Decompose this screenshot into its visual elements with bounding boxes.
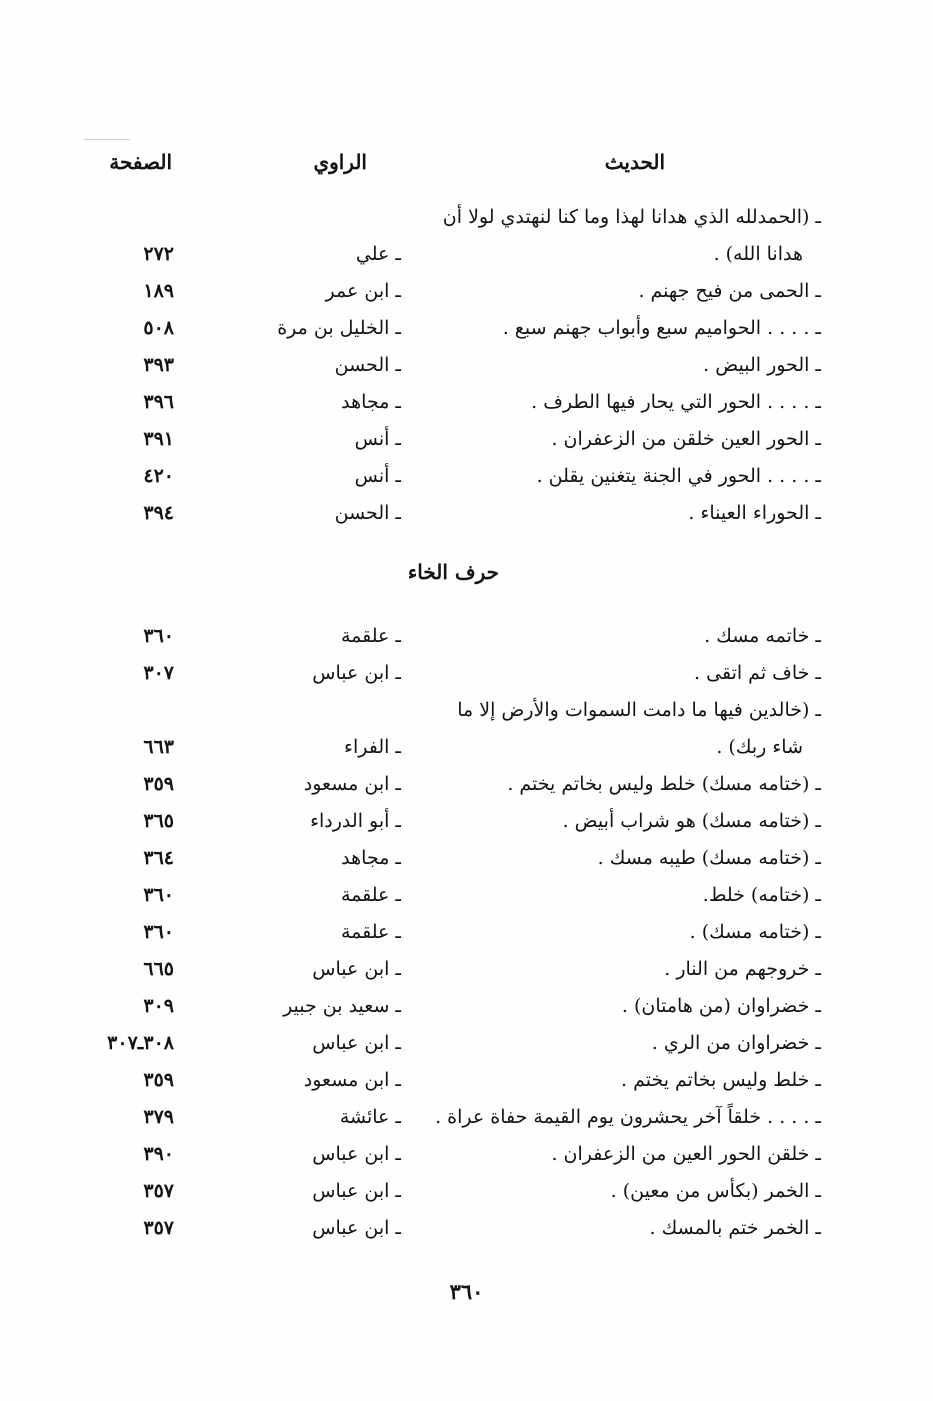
hadith-text: ـ خاتمه مسك .: [704, 625, 821, 647]
entries-kha: [0, 618, 933, 1247]
table-row: [0, 618, 933, 655]
narrator-name: ـ الفراء: [344, 736, 401, 758]
hadith-text: ـ . . . . الحور التي يحار فيها الطرف .: [531, 391, 821, 413]
table-row: [0, 988, 933, 1025]
hadith-text: ـ . . . . الحور في الجنة يتغنين يقلن .: [536, 465, 821, 487]
narrator-name: ـ مجاهد: [341, 391, 401, 413]
page-ref: ٤٢٠: [143, 465, 174, 487]
hadith-text: ـ (ختامه مسك) خلط وليس بخاتم يختم .: [507, 773, 821, 795]
narrator-name: ـ ابن عمر: [325, 280, 401, 302]
narrator-name: ـ الخليل بن مرة: [277, 317, 401, 339]
hadith-text: ـ (ختامه) خلط.: [702, 884, 821, 906]
page-ref: ٢٧٢: [143, 243, 174, 265]
column-header-narrator: الراوي: [313, 150, 367, 174]
page-ref: ٣٠٩: [143, 995, 174, 1017]
page-ref: ٣٩٤: [143, 502, 174, 524]
hadith-text: ـ خضراوان من الري .: [651, 1032, 821, 1054]
hadith-text: ـ (ختامه مسك) طيبه مسك .: [597, 847, 821, 869]
table-row: [0, 458, 933, 495]
hadith-text: ـ خاف ثم اتقى .: [694, 662, 821, 684]
page-ref: ٦٦٥: [143, 958, 174, 980]
hadith-text: ـ الحوراء العيناء .: [688, 502, 821, 524]
hadith-text: ـ الخمر ختم بالمسك .: [649, 1217, 821, 1239]
table-row: [0, 1173, 933, 1210]
table-row: [0, 421, 933, 458]
narrator-name: ـ الحسن: [334, 354, 401, 376]
table-row: [0, 199, 933, 236]
narrator-name: ـ ابن مسعود: [303, 1069, 401, 1091]
table-row: [0, 729, 933, 766]
narrator-name: ـ علي: [355, 243, 401, 265]
hadith-text: ـ . . . . خلقاً آخر يحشرون يوم القيمة حفاة عراة .: [435, 1106, 821, 1128]
hadith-text: ـ الحور البيض .: [703, 354, 821, 376]
page-ref: ٣٦٠: [143, 884, 174, 906]
narrator-name: ـ ابن مسعود: [303, 773, 401, 795]
hadith-text: هدانا الله) .: [713, 243, 803, 265]
index-table: [0, 199, 933, 1247]
table-row: [0, 692, 933, 729]
narrator-name: ـ ابن عباس: [312, 1217, 401, 1239]
narrator-name: ـ أنس: [354, 428, 401, 450]
page-ref: ٣٩٦: [143, 391, 174, 413]
table-row: [0, 495, 933, 532]
hadith-text: ـ خضراوان (من هامتان) .: [621, 995, 821, 1017]
section-title: حرف الخاء: [407, 560, 499, 584]
narrator-name: ـ علقمة: [340, 625, 401, 647]
table-row: [0, 655, 933, 692]
table-row: [0, 951, 933, 988]
page-ref: ٦٦٣: [143, 736, 174, 758]
table-row: [0, 384, 933, 421]
table-row: [0, 236, 933, 273]
page-ref: ٣٦٥: [143, 810, 174, 832]
hadith-text: ـ الحمى من فيح جهنم .: [638, 280, 821, 302]
table-row: [0, 877, 933, 914]
narrator-name: ـ سعيد بن جبير: [283, 995, 401, 1017]
hadith-text: ـ خروجهم من النار .: [664, 958, 821, 980]
narrator-name: ـ أنس: [354, 465, 401, 487]
table-row: [0, 310, 933, 347]
narrator-name: ـ ابن عباس: [312, 1032, 401, 1054]
hadith-text: ـ (الحمدلله الذي هدانا لهذا وما كنا لنهتدي لولا أن: [442, 206, 821, 228]
column-header-page: الصفحة: [109, 150, 172, 174]
page-ref: ٣٥٧: [143, 1180, 174, 1202]
narrator-name: ـ ابن عباس: [312, 1143, 401, 1165]
table-row: [0, 1136, 933, 1173]
page-ref: ٣٧٩: [143, 1106, 174, 1128]
section-heading-kha: [0, 532, 933, 618]
table-row: [0, 347, 933, 384]
narrator-name: ـ علقمة: [340, 884, 401, 906]
narrator-name: ـ عائشة: [339, 1106, 401, 1128]
narrator-name: ـ ابن عباس: [312, 662, 401, 684]
page-ref: ٣٩٠: [143, 1143, 174, 1165]
narrator-name: ـ الحسن: [334, 502, 401, 524]
page-ref: ١٨٩: [143, 280, 174, 302]
narrator-name: ـ مجاهد: [341, 847, 401, 869]
page-ref: ٥٠٨: [143, 317, 174, 339]
page-ref: ٣٠٨ـ٣٠٧: [107, 1032, 174, 1054]
table-row: [0, 840, 933, 877]
page-ref: ٣٦٠: [143, 625, 174, 647]
hadith-text: ـ (خالدين فيها ما دامت السموات والأرض إلا ما: [457, 699, 821, 721]
page-ref: ٣٥٩: [143, 773, 174, 795]
hadith-text: شاء ربك) .: [716, 736, 803, 758]
hadith-text: ـ خلقن الحور العين من الزعفران .: [551, 1143, 821, 1165]
hadith-text: ـ . . . . الحواميم سبع وأبواب جهنم سبع .: [502, 317, 821, 339]
page-ref: ٣٠٧: [143, 662, 174, 684]
table-row: [0, 1210, 933, 1247]
table-row: [0, 914, 933, 951]
hadith-text: ـ (ختامه مسك) هو شراب أبيض .: [562, 810, 821, 832]
page-number: ٣٦٠: [449, 1279, 484, 1304]
narrator-name: ـ ابن عباس: [312, 1180, 401, 1202]
page-ref: ٣٥٩: [143, 1069, 174, 1091]
table-row: [0, 766, 933, 803]
hadith-text: ـ الخمر (بكأس من معين) .: [610, 1180, 821, 1202]
top-divider: [84, 139, 130, 140]
hadith-text: ـ (ختامه مسك) .: [689, 921, 821, 943]
narrator-name: ـ ابن عباس: [312, 958, 401, 980]
hadith-text: ـ الحور العين خلقن من الزعفران .: [551, 428, 821, 450]
page-ref: ٣٩١: [143, 428, 174, 450]
table-row: [0, 1025, 933, 1062]
page-ref: ٣٩٣: [143, 354, 174, 376]
hadith-text: ـ خلط وليس بخاتم يختم .: [620, 1069, 821, 1091]
narrator-name: ـ أبو الدرداء: [310, 810, 401, 832]
table-row: [0, 1099, 933, 1136]
table-row: [0, 273, 933, 310]
column-header-hadith: الحديث: [604, 150, 665, 174]
page-ref: ٣٥٧: [143, 1217, 174, 1239]
page-ref: ٣٦٠: [143, 921, 174, 943]
table-row: [0, 1062, 933, 1099]
narrator-name: ـ علقمة: [340, 921, 401, 943]
page-ref: ٣٦٤: [143, 847, 174, 869]
table-row: [0, 803, 933, 840]
entries-ha: [0, 199, 933, 532]
